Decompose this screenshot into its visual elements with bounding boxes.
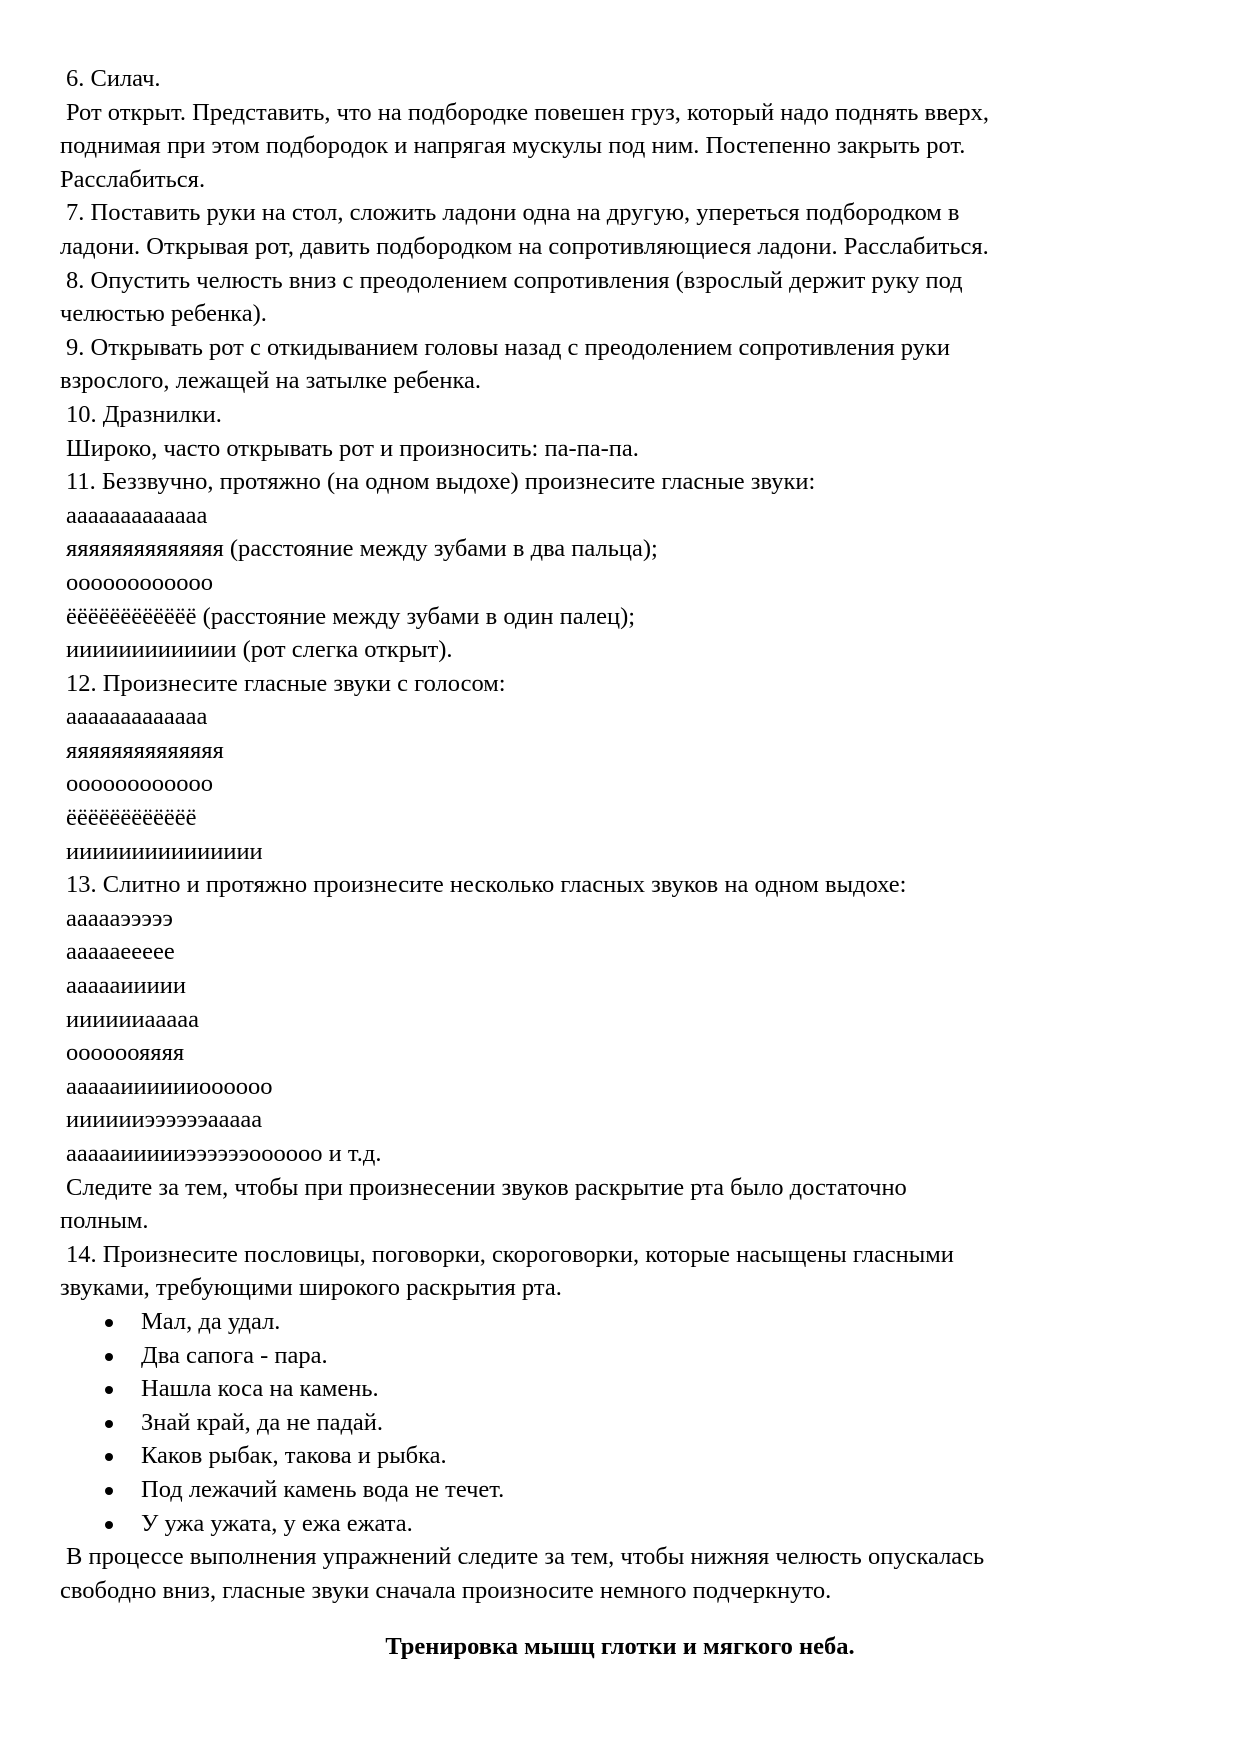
- exercise-10-title: 10. Дразнилки.: [66, 400, 222, 428]
- text-line: В процессе выполнения упражнений следите за тем, чтобы нижняя челюсть опускалась: [66, 1543, 985, 1571]
- list-item: [60, 1439, 1190, 1473]
- bullet-icon: [105, 1353, 113, 1361]
- sound-line: ёёёёёёёёёёёё: [66, 804, 197, 832]
- text-line: ладони. Открывая рот, давить подбородком на сопротивляющиеся ладони. Расслабиться.: [60, 232, 989, 260]
- sound-line: ииииииааааа: [66, 1005, 200, 1033]
- exercise-8-text: [60, 264, 1190, 331]
- text-line: звуками, требующими широкого раскрытия рта.: [60, 1274, 562, 1302]
- exercise-13-sounds: [60, 902, 1190, 1171]
- list-item: [60, 1406, 1190, 1440]
- bullet-icon: [105, 1420, 113, 1428]
- text-line: поднимая при этом подбородок и напрягая мускулы под ним. Постепенно закрыть рот.: [60, 132, 966, 160]
- proverb-text: Под лежачий камень вода не течет.: [141, 1475, 505, 1503]
- sound-line: ииииииээээээааааа: [66, 1106, 263, 1134]
- exercise-11-title: 11. Беззвучно, протяжно (на одном выдохе) произнесите гласные звуки:: [66, 468, 816, 496]
- exercise-13-note: [60, 1171, 1190, 1238]
- exercise-12-title: 12. Произнесите гласные звуки с голосом:: [66, 669, 506, 697]
- section-heading: Тренировка мышц глотки и мягкого неба.: [385, 1633, 855, 1660]
- sound-line: ёёёёёёёёёёёё (расстояние между зубами в один палец);: [66, 602, 636, 630]
- list-item: [60, 1507, 1190, 1541]
- bullet-icon: [105, 1386, 113, 1394]
- exercise-10-text: Широко, часто открывать рот и произносить: па-па-па.: [66, 434, 639, 462]
- text-line: 8. Опустить челюсть вниз с преодолением сопротивления (взрослый держит руку под: [66, 266, 963, 294]
- exercise-7-text: [60, 196, 1190, 263]
- bullet-icon: [105, 1521, 113, 1529]
- text-line: взрослого, лежащей на затылке ребенка.: [60, 367, 482, 395]
- exercise-list: [60, 62, 1190, 1607]
- bullet-icon: [105, 1453, 113, 1461]
- sound-line: оооооооооооо: [66, 568, 213, 596]
- sound-line: иииииииииииии (рот слегка открыт).: [66, 636, 453, 664]
- sound-line: аааааиииииээээээоооооо и т.д.: [66, 1140, 382, 1167]
- proverb-text: Каков рыбак, такова и рыбка.: [141, 1442, 447, 1470]
- sound-line: оооооооооооо: [66, 770, 213, 798]
- exercise-9-text: [60, 331, 1190, 398]
- bullet-icon: [105, 1487, 113, 1495]
- exercise-6-text: [60, 96, 1190, 197]
- sound-line: яяяяяяяяяяяяяя (расстояние между зубами в два пальца);: [66, 535, 658, 563]
- sound-line: аааааииииииоооооо: [66, 1072, 273, 1100]
- list-item: [60, 1305, 1190, 1339]
- sound-line: аааааиииии: [66, 972, 186, 1000]
- text-line: полным.: [60, 1207, 149, 1235]
- text-line: 14. Произнесите пословицы, поговорки, скороговорки, которые насыщены гласными: [66, 1240, 954, 1268]
- exercise-12-sounds: [60, 700, 1190, 868]
- text-line: челюстью ребенка).: [60, 300, 267, 328]
- sound-line: оооооояяяя: [66, 1039, 185, 1067]
- proverb-text: Знай край, да не падай.: [141, 1408, 384, 1436]
- list-item: [60, 1473, 1190, 1507]
- exercise-13-title: 13. Слитно и протяжно произнесите несколько гласных звуков на одном выдохе:: [66, 871, 907, 899]
- bullet-icon: [105, 1319, 113, 1327]
- sound-line: аааааэээээ: [66, 904, 173, 932]
- list-item: [60, 1339, 1190, 1373]
- text-line: Расслабиться.: [60, 165, 206, 193]
- exercise-14-text: [60, 1238, 1190, 1305]
- sound-line: аааааеееее: [66, 938, 175, 966]
- proverb-text: Два сапога - пара.: [141, 1341, 328, 1369]
- sound-line: ааааааааааааа: [66, 703, 208, 731]
- text-line: свободно вниз, гласные звуки сначала произносите немного подчеркнуто.: [60, 1576, 832, 1604]
- proverb-text: Мал, да удал.: [141, 1307, 281, 1335]
- text-line: 7. Поставить руки на стол, сложить ладони одна на другую, упереться подбородком в: [66, 199, 960, 227]
- text-line: Следите за тем, чтобы при произнесении звуков раскрытие рта было достаточно: [66, 1173, 907, 1201]
- sound-line: ааааааааааааа: [66, 501, 208, 529]
- text-line: Рот открыт. Представить, что на подбородке повешен груз, который надо поднять вверх,: [66, 98, 990, 126]
- proverb-text: Нашла коса на камень.: [141, 1375, 379, 1403]
- proverb-text: У ужа ужата, у ежа ежата.: [141, 1509, 413, 1537]
- final-note: [60, 1540, 1190, 1607]
- sound-line: иииииииииииииии: [66, 837, 263, 865]
- exercise-11-sounds: [60, 499, 1190, 667]
- list-item: [60, 1372, 1190, 1406]
- proverb-list: [60, 1305, 1190, 1540]
- sound-line: яяяяяяяяяяяяяя: [66, 736, 224, 764]
- text-line: 9. Открывать рот с откидыванием головы назад с преодолением сопротивления руки: [66, 333, 950, 361]
- exercise-6-title: 6. Силач.: [66, 65, 161, 92]
